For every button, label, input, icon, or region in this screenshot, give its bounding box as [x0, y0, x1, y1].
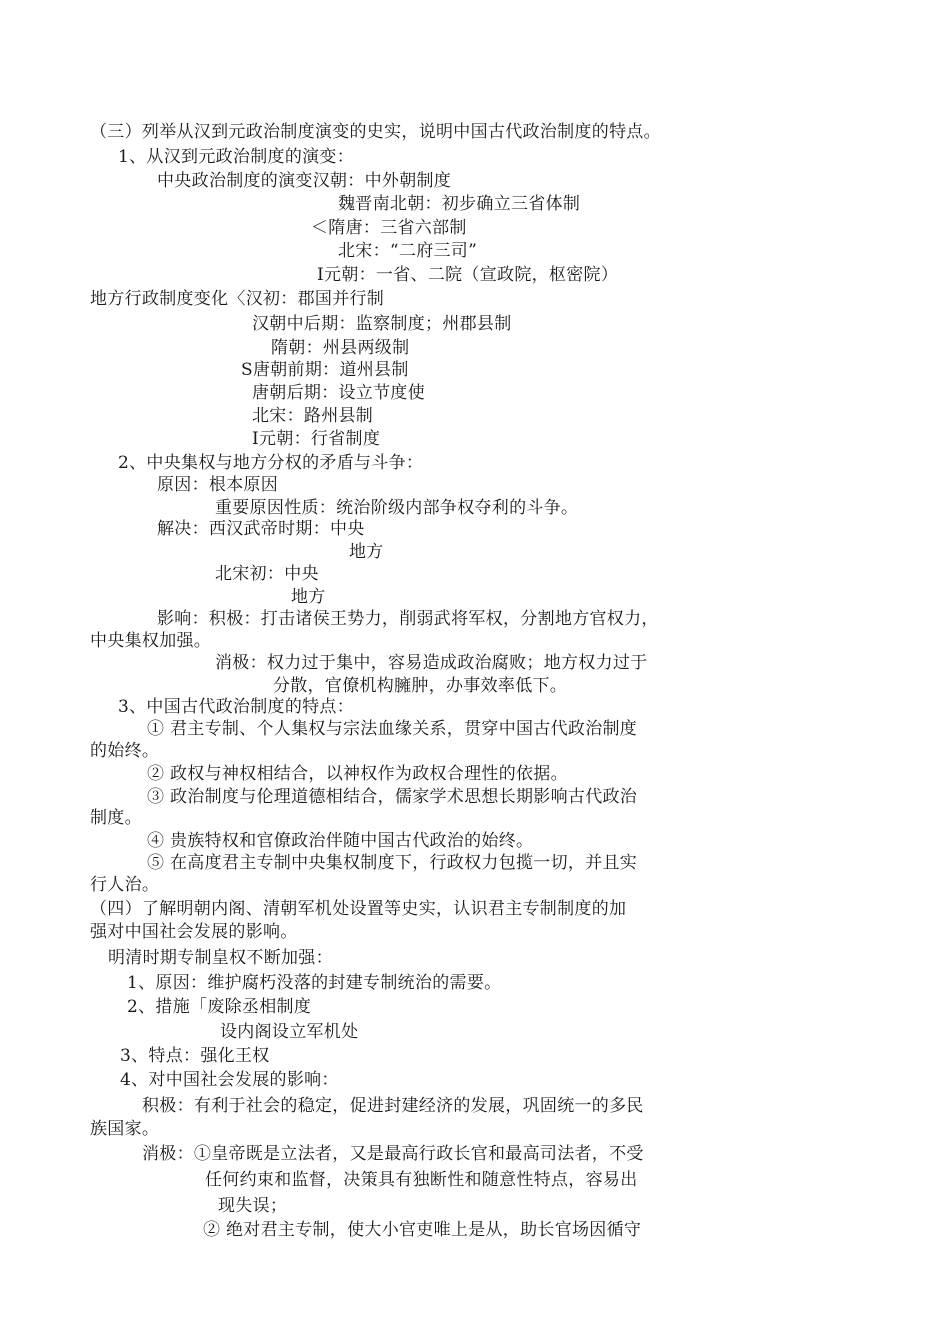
local-beisong: 北宋：路州县制: [252, 406, 374, 426]
local-sui: 隋朝：州县两级制: [271, 338, 410, 358]
negative-impact-1: 消极：①皇帝既是立法者，又是最高行政长官和最高司法者，不受: [142, 1144, 644, 1164]
feature-1-cont: 的始终。: [90, 741, 160, 761]
cause-line-1: 原因：根本原因: [157, 475, 279, 495]
subsection-1-heading: 1、从汉到元政治制度的演变：: [118, 147, 355, 167]
impact-positive: 影响：积极：打击诸侯王势力，削弱武将军权，分割地方官权力，: [157, 609, 659, 629]
mingqing-impact: 4、对中国社会发展的影响：: [120, 1070, 339, 1090]
subsection-3-heading: 3、中国古代政治制度的特点：: [118, 697, 355, 717]
local-yuan: I元朝：行省制度: [252, 429, 381, 449]
central-beisong: 北宋：“二府三司”: [338, 241, 478, 261]
section-4-title-cont: 强对中国社会发展的影响。: [90, 922, 298, 942]
solve-line-1: 解决：西汉武帝时期：中央: [157, 519, 365, 539]
solve-line-2: 地方: [349, 542, 384, 562]
central-yuan: I元朝：一省、二院（宣政院，枢密院）: [317, 265, 619, 285]
feature-3: ③ 政治制度与伦理道德相结合，儒家学术思想长期影响古代政治: [147, 787, 638, 807]
impact-negative: 消极：权力过于集中，容易造成政治腐败；地方权力过于: [215, 653, 648, 673]
negative-impact-1-end: 现失误；: [218, 1196, 288, 1216]
local-tang-late: 唐朝后期：设立节度使: [252, 383, 425, 403]
feature-4: ④ 贵族特权和官僚政治伴随中国古代政治的始终。: [147, 831, 534, 851]
feature-5-cont: 行人治。: [90, 875, 160, 895]
local-han: 地方行政制度变化〈汉初：郡国并行制: [90, 289, 385, 309]
negative-impact-2: ② 绝对君主专制，使大小官吏唯上是从，助长官场因循守: [203, 1220, 642, 1240]
local-han-late: 汉朝中后期：监察制度；州郡县制: [252, 314, 512, 334]
mingqing-cause: 1、原因：维护腐朽没落的封建专制统治的需要。: [127, 973, 502, 993]
impact-negative-cont: 分散，官僚机构臃肿，办事效率低下。: [273, 676, 568, 696]
subsection-2-heading: 2、中央集权与地方分权的矛盾与斗争：: [118, 453, 424, 473]
negative-impact-1-cont: 任何约束和监督，决策具有独断性和随意性特点，容易出: [205, 1170, 638, 1190]
impact-positive-cont: 中央集权加强。: [90, 631, 212, 651]
feature-2: ② 政权与神权相结合，以神权作为政权合理性的依据。: [147, 764, 568, 784]
positive-impact: 积极：有利于社会的稳定，促进封建经济的发展，巩固统一的多民: [142, 1096, 644, 1116]
local-tang-early: S唐朝前期：道州县制: [241, 360, 409, 380]
solve-line-3: 北宋初：中央: [215, 564, 319, 584]
feature-3-cont: 制度。: [90, 808, 142, 828]
cause-line-2: 重要原因性质：统治阶级内部争权夺利的斗争。: [215, 498, 579, 518]
mingqing-feature: 3、特点：强化王权: [120, 1046, 270, 1066]
mingqing-measures-cont: 设内阁设立军机处: [220, 1022, 359, 1042]
solve-line-4: 地方: [291, 587, 326, 607]
section-4-title: （四）了解明朝内阁、清朝军机处设置等史实，认识君主专制制度的加: [90, 899, 627, 919]
mingqing-measures: 2、措施「废除丞相制度: [127, 997, 312, 1017]
feature-5: ⑤ 在高度君主专制中央集权制度下，行政权力包揽一切，并且实: [147, 853, 638, 873]
central-weijin: 魏晋南北朝：初步确立三省体制: [338, 194, 581, 214]
feature-1: ① 君主专制、个人集权与宗法血缘关系，贯穿中国古代政治制度: [147, 719, 638, 739]
central-han: 中央政治制度的演变汉朝：中外朝制度: [157, 171, 452, 191]
positive-impact-cont: 族国家。: [90, 1119, 160, 1139]
mingqing-heading: 明清时期专制皇权不断加强：: [108, 948, 333, 968]
central-suitang: ＜隋唐：三省六部制: [311, 218, 467, 238]
section-3-title: （三）列举从汉到元政治制度演变的史实，说明中国古代政治制度的特点。: [90, 122, 661, 142]
